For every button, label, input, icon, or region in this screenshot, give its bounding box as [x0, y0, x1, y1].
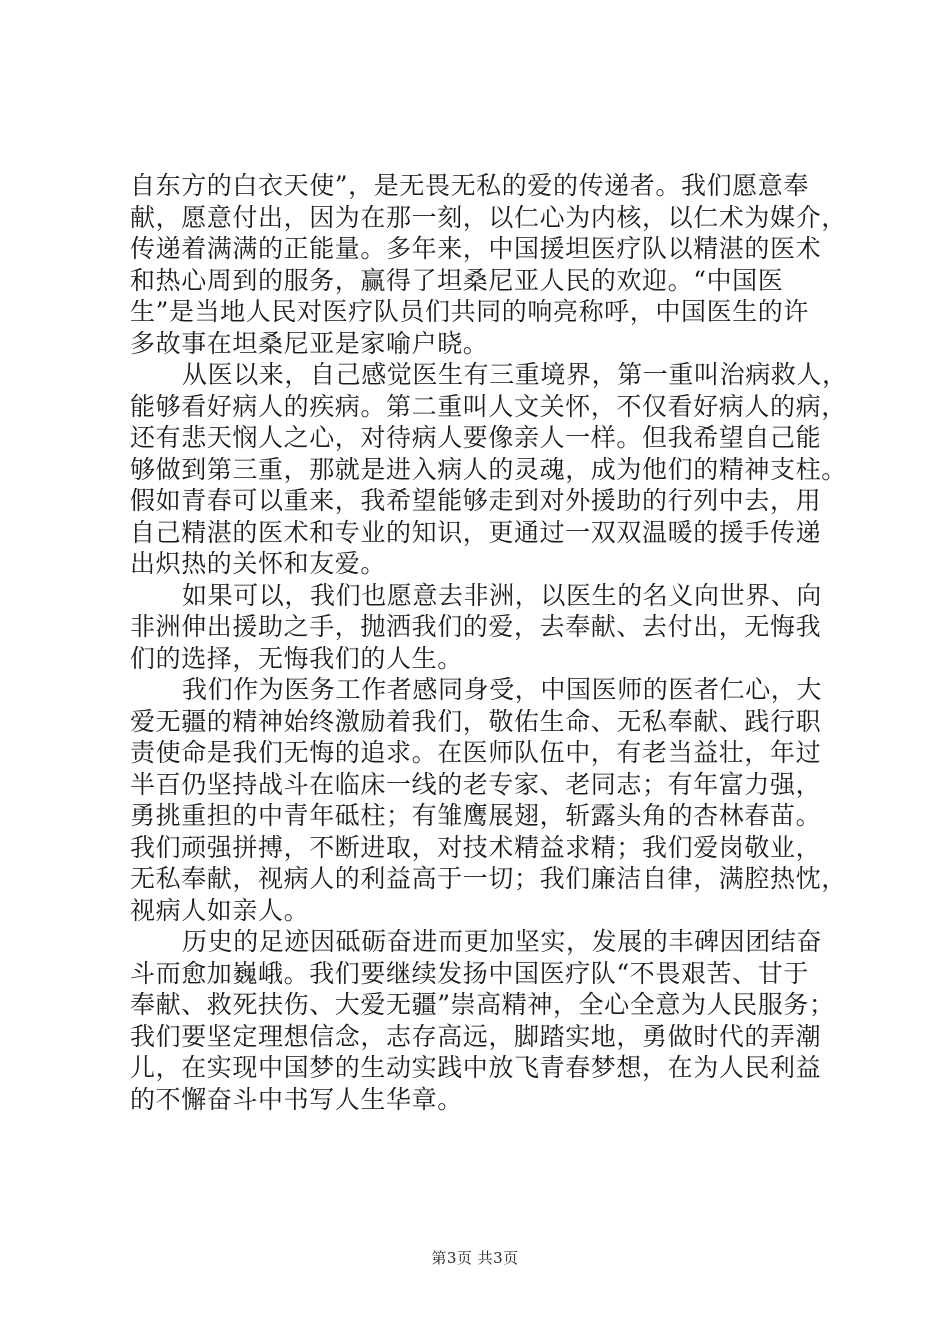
text-line: 假如青春可以重来，我希望能够走到对外援助的行列中去，用 [130, 486, 822, 515]
text-line: 视病人如亲人。 [130, 895, 310, 925]
text-line: 们的选择，无悔我们的人生。 [130, 643, 463, 673]
paragraph-first-line: 我们作为医务工作者感同身受，中国医师的医者仁心，大 [182, 675, 823, 704]
paragraph-first-line: 历史的足迹因砥砺奋进而更加坚实，发展的丰碑因团结奋 [182, 927, 823, 956]
text-line: 传递着满满的正能量。多年来，中国援坦医疗队以精湛的医术 [130, 234, 822, 263]
text-line: 自东方的白衣天使”，是无畏无私的爱的传递者。我们愿意奉 [130, 171, 809, 200]
document-body [130, 170, 848, 1115]
page-number-footer: 第3页 共3页 [431, 1249, 519, 1267]
paragraph-first-line: 如果可以，我们也愿意去非洲，以医生的名义向世界、向 [182, 580, 823, 610]
text-line: 责使命是我们无悔的追求。在医师队伍中，有老当益壮，年过 [130, 738, 822, 767]
text-line: 的不懈奋斗中书写人生华章。 [130, 1084, 463, 1114]
text-line: 非洲伸出援助之手，抛洒我们的爱，去奉献、去付出，无悔我 [130, 612, 822, 641]
text-line: 勇挑重担的中青年砥柱；有雏鹰展翅，斩露头角的杏林春苗。 [130, 801, 822, 830]
text-line: 和热心周到的服务，赢得了坦桑尼亚人民的欢迎。“中国医 [130, 265, 784, 295]
text-line: 多故事在坦桑尼亚是家喻户晓。 [130, 328, 489, 358]
text-line: 儿，在实现中国梦的生动实践中放飞青春梦想，在为人民利益 [130, 1053, 822, 1082]
text-line: 出炽热的关怀和友爱。 [130, 549, 387, 578]
text-line: 够做到第三重，那就是进入病人的灵魂，成为他们的精神支柱。 [130, 454, 847, 484]
text-line: 爱无疆的精神始终激励着我们，敬佑生命、无私奉献、践行职 [130, 706, 822, 736]
text-line: 半百仍坚持战斗在临床一线的老专家、老同志；有年富力强， [130, 769, 822, 799]
text-line: 奉献、救死扶伤、大爱无疆”崇高精神，全心全意为人民服务； [130, 990, 835, 1019]
text-line: 我们要坚定理想信念，志存高远，脚踏实地，勇做时代的弄潮 [130, 1021, 822, 1051]
text-line: 我们顽强拼搏，不断进取，对技术精益求精；我们爱岗敬业， [130, 832, 822, 862]
paragraph-first-line: 从医以来，自己感觉医生有三重境界，第一重叫治病救人， [182, 360, 848, 389]
text-line: 能够看好病人的疾病。第二重叫人文关怀，不仅看好病人的病， [130, 391, 847, 421]
text-line: 斗而愈加巍峨。我们要继续发扬中国医疗队“不畏艰苦、甘于 [130, 958, 809, 988]
text-line: 献，愿意付出，因为在那一刻，以仁心为内核，以仁术为媒介， [130, 202, 847, 232]
text-line: 无私奉献，视病人的利益高于一切；我们廉洁自律，满腔热忱， [130, 864, 847, 893]
text-line: 还有悲天悯人之心，对待病人要像亲人一样。但我希望自己能 [130, 423, 822, 452]
text-line: 自己精湛的医术和专业的知识，更通过一双双温暖的援手传递 [130, 517, 822, 547]
text-line: 生”是当地人民对医疗队员们共同的响亮称呼，中国医生的许 [130, 297, 809, 326]
